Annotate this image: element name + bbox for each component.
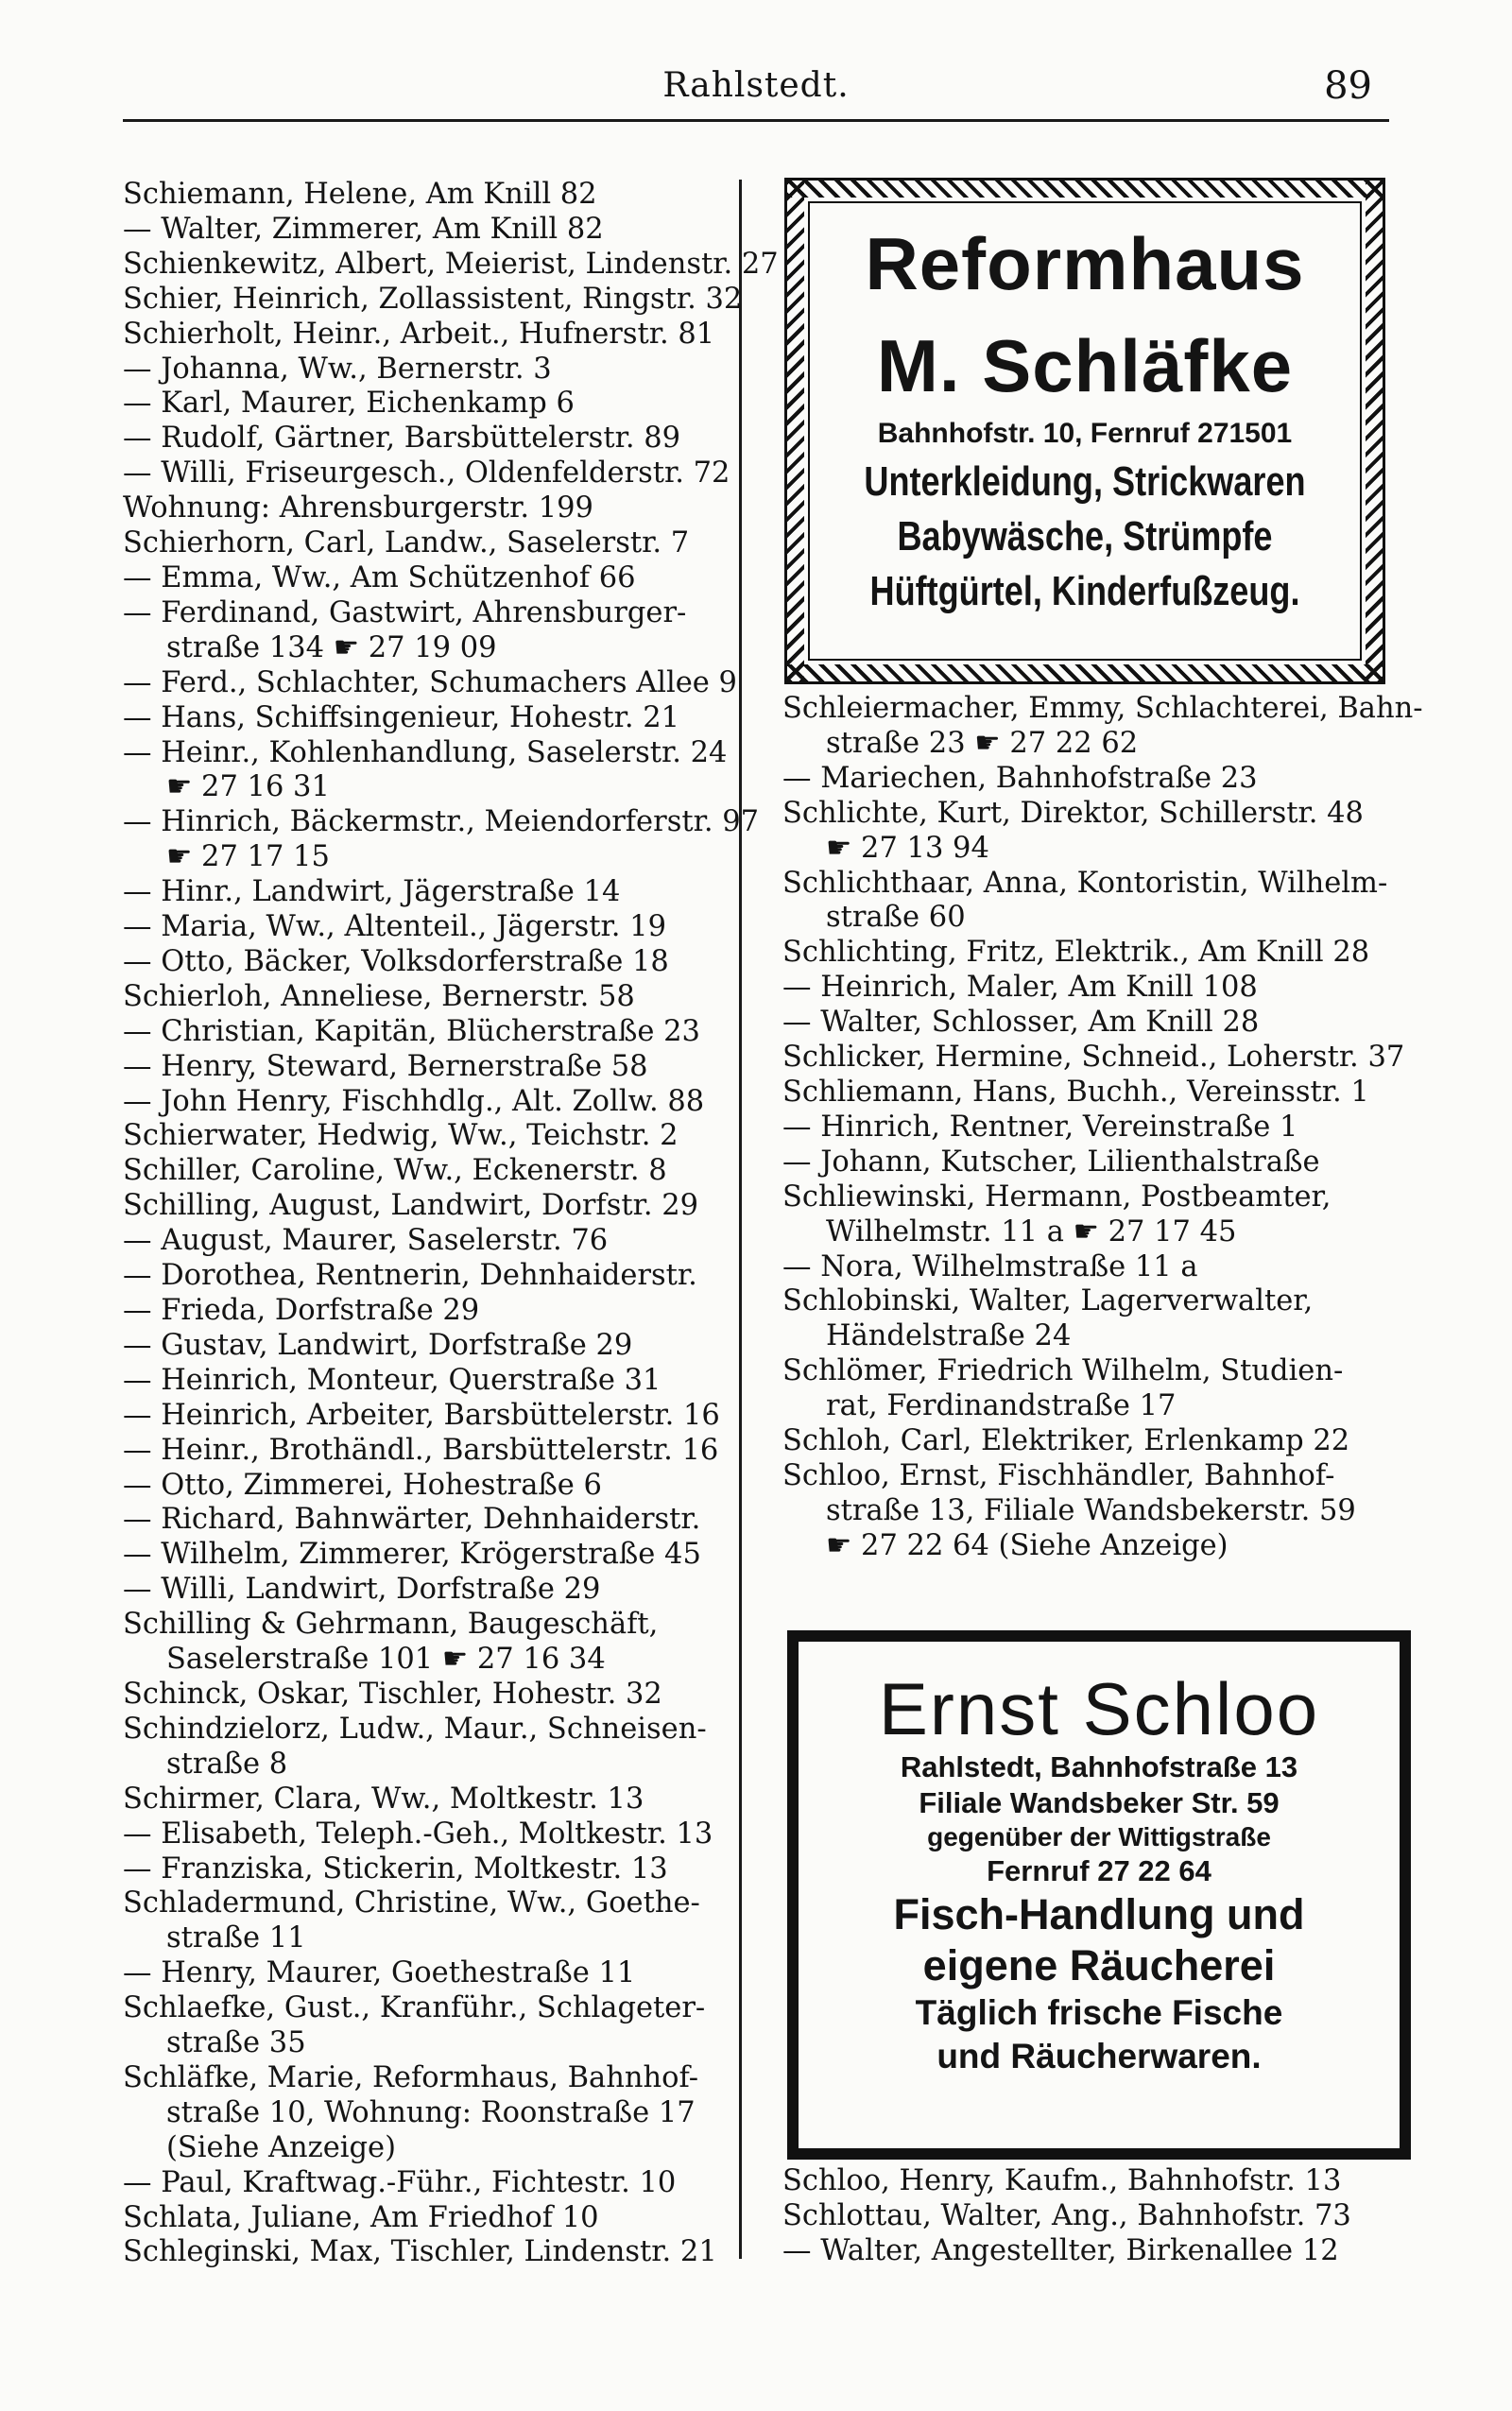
directory-entry: Schloh, Carl, Elektriker, Erlenkamp 22 [782,1424,1350,1458]
directory-entry: Schienkewitz, Albert, Meierist, Lindenstr. 27 [123,247,779,281]
ad-schloo-line9: und Räucherwaren. [936,2037,1262,2075]
directory-entry: — John Henry, Fischhdlg., Alt. Zollw. 88 [123,1084,705,1118]
directory-entry: straße 11 [166,1921,306,1955]
ad-reformhaus-line6: Hüftgürtel, Kinderfußzeug. [869,568,1300,614]
directory-entry: Schierholt, Heinr., Arbeit., Hufnerstr. 81 [123,317,715,351]
directory-entry: Schier, Heinrich, Zollassistent, Ringstr. 32 [123,282,743,316]
directory-entry: Schloo, Ernst, Fischhändler, Bahnhof- [782,1458,1335,1492]
ad-schloo-line6: Fisch-Handlung und [893,1890,1305,1938]
directory-entry: Schlichte, Kurt, Direktor, Schillerstr. 48 [782,796,1364,830]
directory-entry: ☛ 27 13 94 [826,831,989,865]
directory-entry: rat, Ferdinandstraße 17 [826,1389,1177,1423]
reformhaus-ad-inner [808,201,1362,661]
directory-entry: — Walter, Angestellter, Birkenallee 12 [782,2233,1339,2267]
directory-entry: straße 23 ☛ 27 22 62 [826,726,1139,760]
directory-entry: — Franziska, Stickerin, Moltkestr. 13 [123,1851,668,1886]
directory-entry: Schiller, Caroline, Ww., Eckenerstr. 8 [123,1154,667,1188]
directory-entry: Wilhelmstr. 11 a ☛ 27 17 45 [826,1214,1237,1249]
directory-entry: — Heinr., Brothändl., Barsbüttelerstr. 16 [123,1433,719,1467]
directory-entry: ☛ 27 17 15 [166,840,330,874]
directory-entry: Schlichthaar, Anna, Kontoristin, Wilhelm- [782,866,1388,900]
directory-entry: Schlottau, Walter, Ang., Bahnhofstr. 73 [782,2198,1351,2232]
directory-entry: — Otto, Bäcker, Volksdorferstraße 18 [123,944,669,978]
ad-schloo-line3: Filiale Wandsbeker Str. 59 [919,1786,1280,1819]
left-column [123,178,779,2270]
ernst-schloo-advertisement [787,1630,1411,2160]
directory-entry: Schierhorn, Carl, Landw., Saselerstr. 7 [123,526,690,560]
directory-entry: straße 134 ☛ 27 19 09 [166,630,497,664]
ad-schloo-line5: Fernruf 27 22 64 [987,1854,1211,1887]
directory-entry: Schilling, August, Landwirt, Dorfstr. 29 [123,1189,699,1223]
directory-entry: — Henry, Steward, Bernerstraße 58 [123,1049,648,1083]
directory-entry: — Ferd., Schlachter, Schumachers Allee 9 [123,665,737,699]
directory-entry: Schloo, Henry, Kaufm., Bahnhofstr. 13 [782,2164,1342,2197]
ad-reformhaus-line4: Unterkleidung, Strickwaren [864,458,1306,505]
directory-entry: — Maria, Ww., Altenteil., Jägerstr. 19 [123,910,666,944]
ad-reformhaus-line1: Reformhaus [865,222,1305,305]
directory-entry: — Elisabeth, Teleph.-Geh., Moltkestr. 13 [123,1817,713,1851]
directory-entry: Schlobinski, Walter, Lagerverwalter, [782,1284,1314,1318]
directory-entry: — Johanna, Ww., Bernerstr. 3 [123,352,552,386]
directory-entry: — Nora, Wilhelmstraße 11 a [782,1249,1198,1283]
directory-entry: — Heinrich, Monteur, Querstraße 31 [123,1363,662,1397]
directory-entry: — Heinrich, Maler, Am Knill 108 [782,971,1258,1005]
directory-entry: (Siehe Anzeige) [166,2130,397,2164]
directory-entry: Wohnung: Ahrensburgerstr. 199 [123,491,593,525]
directory-entry: — Willi, Landwirt, Dorfstraße 29 [123,1573,601,1607]
directory-entry: Schierloh, Anneliese, Bernerstr. 58 [123,979,635,1013]
directory-entry: — Christian, Kapitän, Blücherstraße 23 [123,1014,700,1048]
directory-entry: — Walter, Schlosser, Am Knill 28 [782,1006,1260,1040]
directory-entry: — Frieda, Dorfstraße 29 [123,1294,480,1327]
directory-entry: — Karl, Maurer, Eichenkamp 6 [123,387,575,421]
directory-entry: — Dorothea, Rentnerin, Dehnhaiderstr. [123,1259,697,1293]
directory-entry: straße 13, Filiale Wandsbekerstr. 59 [826,1493,1356,1527]
right-column-top [782,692,1423,1564]
ad-schloo-line7: eigene Räucherei [922,1941,1276,1989]
directory-entry: — Rudolf, Gärtner, Barsbüttelerstr. 89 [123,422,681,456]
header-rule [123,119,1389,122]
directory-entry: Schlömer, Friedrich Wilhelm, Studien- [782,1354,1344,1388]
directory-entry: — Willi, Friseurgesch., Oldenfelderstr. 72 [123,456,730,491]
directory-entry: — Heinrich, Arbeiter, Barsbüttelerstr. 16 [123,1398,720,1432]
directory-entry: Schlicker, Hermine, Schneid., Loherstr. 37 [782,1041,1405,1075]
directory-entry: Schirmer, Clara, Ww., Moltkestr. 13 [123,1782,644,1816]
directory-entry: — Hinrich, Bäckermstr., Meiendorferstr. 97 [123,805,760,839]
directory-entry: — Hinrich, Rentner, Vereinstraße 1 [782,1110,1298,1144]
directory-entry: Schinck, Oskar, Tischler, Hohestr. 32 [123,1677,662,1711]
directory-entry: Schlichting, Fritz, Elektrik., Am Knill 28 [782,936,1370,970]
directory-entry: — Henry, Maurer, Goethestraße 11 [123,1956,636,1990]
directory-entry: Schilling & Gehrmann, Baugeschäft, [123,1608,659,1642]
directory-entry: — Paul, Kraftwag.-Führ., Fichtestr. 10 [123,2165,677,2199]
ad-reformhaus-line2: M. Schläfke [876,324,1294,407]
ad-schloo-line4: gegenüber der Wittigstraße [927,1822,1271,1851]
directory-entry: — Emma, Ww., Am Schützenhof 66 [123,560,636,594]
directory-entry: straße 35 [166,2026,306,2060]
directory-entry: — Ferdinand, Gastwirt, Ahrensburger- [123,595,687,629]
directory-entry: Schindzielorz, Ludw., Maur., Schneisen- [123,1712,707,1746]
directory-entry: — Gustav, Landwirt, Dorfstraße 29 [123,1328,633,1362]
directory-entry: — Otto, Zimmerei, Hohestraße 6 [123,1468,602,1502]
ad-schloo-line1: Ernst Schloo [878,1667,1320,1750]
page-header-title: Rahlstedt. [662,66,850,105]
reformhaus-advertisement [784,178,1385,684]
directory-entry: straße 10, Wohnung: Roonstraße 17 [166,2095,696,2129]
directory-entry: — Johann, Kutscher, Lilienthalstraße [782,1145,1320,1179]
directory-entry: Schläfke, Marie, Reformhaus, Bahnhof- [123,2060,699,2094]
directory-entry: ☛ 27 22 64 (Siehe Anzeige) [826,1528,1228,1562]
ad-reformhaus-line5: Babywäsche, Strümpfe [897,513,1273,560]
directory-entry: ☛ 27 16 31 [166,770,330,804]
directory-entry: Schlata, Juliane, Am Friedhof 10 [123,2200,599,2234]
directory-entry: Schleiermacher, Emmy, Schlachterei, Bahn- [782,692,1423,725]
ad-reformhaus-line3: Bahnhofstr. 10, Fernruf 271501 [877,418,1293,449]
ad-schloo-line2: Rahlstedt, Bahnhofstraße 13 [900,1750,1298,1783]
directory-entry: — Richard, Bahnwärter, Dehnhaiderstr. [123,1503,701,1537]
right-column-bottom [782,2164,1397,2269]
directory-entry: Schlaefke, Gust., Kranführ., Schlageter- [123,1991,706,2025]
directory-entry: Schleginski, Max, Tischler, Lindenstr. 21 [123,2235,717,2269]
directory-entry: Schiemann, Helene, Am Knill 82 [123,178,597,211]
directory-entry: straße 8 [166,1747,288,1781]
ad-schloo-line8: Täglich frische Fische [915,1993,1283,2032]
directory-entry: Schliemann, Hans, Buchh., Vereinsstr. 1 [782,1075,1369,1109]
directory-entry: Schliewinski, Hermann, Postbeamter, [782,1180,1332,1214]
directory-entry: Saselerstraße 101 ☛ 27 16 34 [166,1643,606,1677]
page-number: 89 [1324,64,1372,108]
directory-entry: Schierwater, Hedwig, Ww., Teichstr. 2 [123,1119,679,1153]
directory-entry: — Heinr., Kohlenhandlung, Saselerstr. 24 [123,735,728,769]
directory-entry: — Hinr., Landwirt, Jägerstraße 14 [123,875,621,909]
directory-entry: — Wilhelm, Zimmerer, Krögerstraße 45 [123,1538,701,1572]
directory-entry: Schladermund, Christine, Ww., Goethe- [123,1886,700,1920]
directory-entry: Händelstraße 24 [826,1319,1072,1353]
directory-entry: — Walter, Zimmerer, Am Knill 82 [123,212,604,246]
directory-entry: — August, Maurer, Saselerstr. 76 [123,1224,609,1258]
directory-entry: — Mariechen, Bahnhofstraße 23 [782,761,1258,795]
directory-entry: straße 60 [826,901,966,935]
directory-entry: — Hans, Schiffsingenieur, Hohestr. 21 [123,700,680,734]
